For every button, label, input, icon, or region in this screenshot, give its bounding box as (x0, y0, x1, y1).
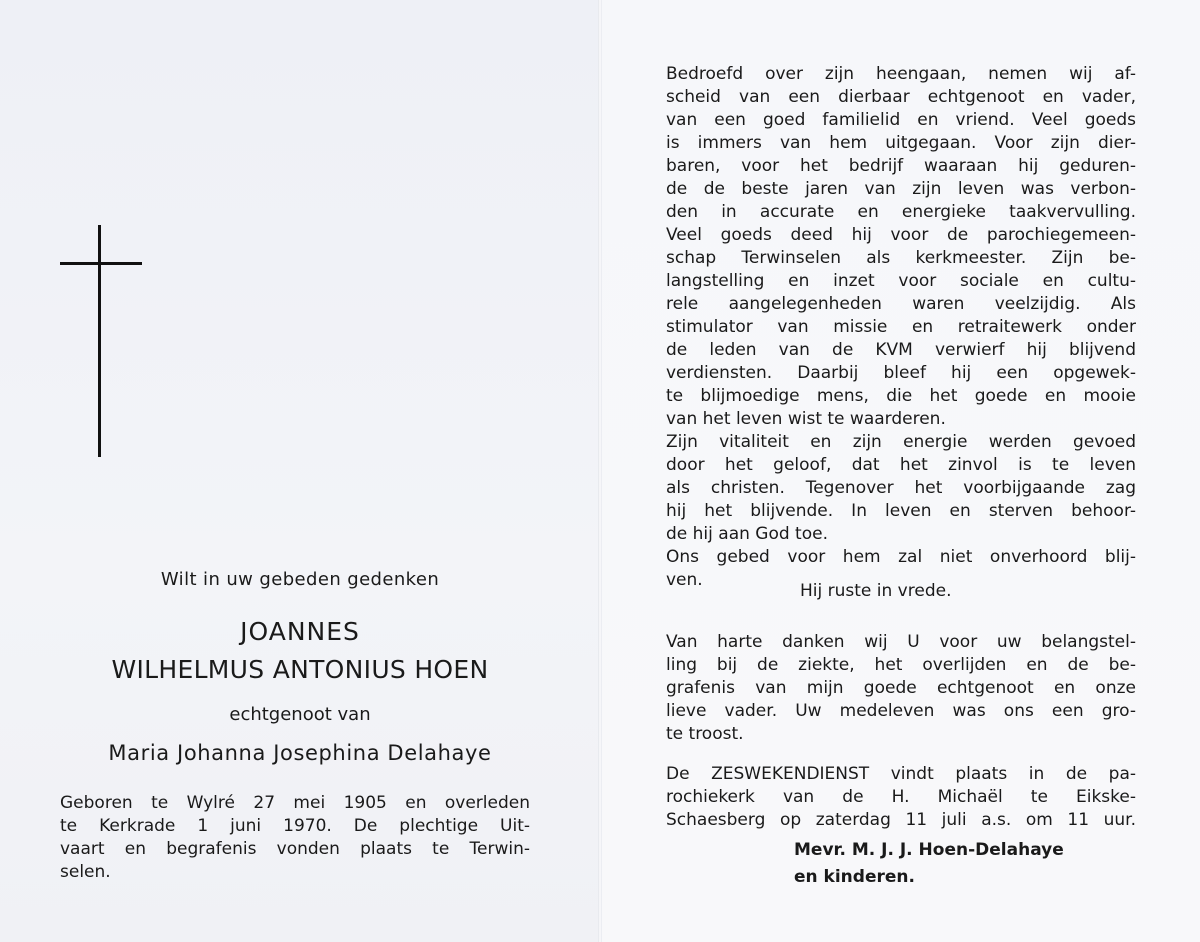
cross-horizontal-bar (60, 262, 142, 265)
thanks-paragraph (666, 631, 1136, 746)
signature-name: Mevr. M. J. J. Hoen-Delahaye (794, 840, 1064, 860)
signature-family: en kinderen. (794, 867, 915, 887)
thanks-line: Van harte danken wij U voor uw belangstel- (666, 632, 1136, 652)
service-paragraph (666, 763, 1136, 832)
eulogy-line: Bedroefd over zijn heengaan, nemen wij af- (666, 64, 1136, 84)
eulogy-line: de de beste jaren van zijn leven was verbon- (666, 179, 1136, 199)
eulogy-line: schap Terwinselen als kerkmeester. Zijn be- (666, 248, 1136, 268)
eulogy-line: langstelling en inzet voor sociale en cultu- (666, 271, 1136, 291)
eulogy-line: door het geloof, dat het zinvol is te leven (666, 455, 1136, 475)
eulogy-line: de leden van de KVM verwierf hij blijvend (666, 340, 1136, 360)
eulogy-line: baren, voor het bedrijf waaraan hij geduren- (666, 156, 1136, 176)
eulogy-line: rele aangelegenheden waren veelzijdig. Als (666, 294, 1136, 314)
eulogy-line: ven. (666, 570, 703, 590)
eulogy-line: den in accurate en energieke taakvervulling. (666, 202, 1136, 222)
eulogy-line: stimulator van missie en retraitewerk onder (666, 317, 1136, 337)
bio-line: te Kerkrade 1 juni 1970. De plechtige Uit- (60, 816, 530, 836)
eulogy-line: van een goed familielid en vriend. Veel goeds (666, 110, 1136, 130)
eulogy-line: de hij aan God toe. (666, 524, 828, 544)
thanks-line: lieve vader. Uw medeleven was ons een gro- (666, 701, 1136, 721)
eulogy-line: Zijn vitaliteit en zijn energie werden gevoed (666, 432, 1136, 452)
service-line: De ZESWEKENDIENST vindt plaats in de pa- (666, 764, 1136, 784)
thanks-line: te troost. (666, 724, 744, 744)
invite-line: Wilt in uw gebeden gedenken (160, 569, 440, 590)
eulogy-line: verdiensten. Daarbij bleef hij een opgewek- (666, 363, 1136, 383)
eulogy-paragraph (666, 63, 1136, 592)
rest-in-peace: Hij ruste in vrede. (800, 581, 952, 601)
deceased-name-rest: WILHELMUS ANTONIUS HOEN (111, 655, 489, 684)
bio-line: Geboren te Wylré 27 mei 1905 en overleden (60, 793, 530, 813)
cross-vertical-bar (98, 225, 101, 457)
eulogy-line: Ons gebed voor hem zal niet onverhoord blij- (666, 547, 1136, 567)
service-line: rochiekerk van de H. Michaël te Eikske- (666, 787, 1136, 807)
bio-line: selen. (60, 862, 111, 882)
spouse-of-label: echtgenoot van (229, 704, 371, 725)
card-fold (598, 0, 602, 942)
eulogy-line: is immers van hem uitgegaan. Voor zijn dier- (666, 133, 1136, 153)
eulogy-line: hij het blijvende. In leven en sterven behoor- (666, 501, 1136, 521)
service-line: Schaesberg op zaterdag 11 juli a.s. om 11 uur. (666, 810, 1136, 830)
bio-line: vaart en begrafenis vonden plaats te Terwin- (60, 839, 530, 859)
eulogy-line: scheid van een dierbaar echtgenoot en vader, (666, 87, 1136, 107)
spouse-name: Maria Johanna Josephina Delahaye (108, 741, 492, 765)
eulogy-line: Veel goeds deed hij voor de parochiegemeen- (666, 225, 1136, 245)
deceased-name-first: JOANNES (240, 617, 360, 646)
biography-text (60, 792, 530, 884)
eulogy-line: als christen. Tegenover het voorbijgaande zag (666, 478, 1136, 498)
thanks-line: grafenis van mijn goede echtgenoot en onze (666, 678, 1136, 698)
eulogy-line: te blijmoedige mens, die het goede en mooie (666, 386, 1136, 406)
thanks-line: ling bij de ziekte, het overlijden en de be- (666, 655, 1136, 675)
eulogy-line: van het leven wist te waarderen. (666, 409, 946, 429)
